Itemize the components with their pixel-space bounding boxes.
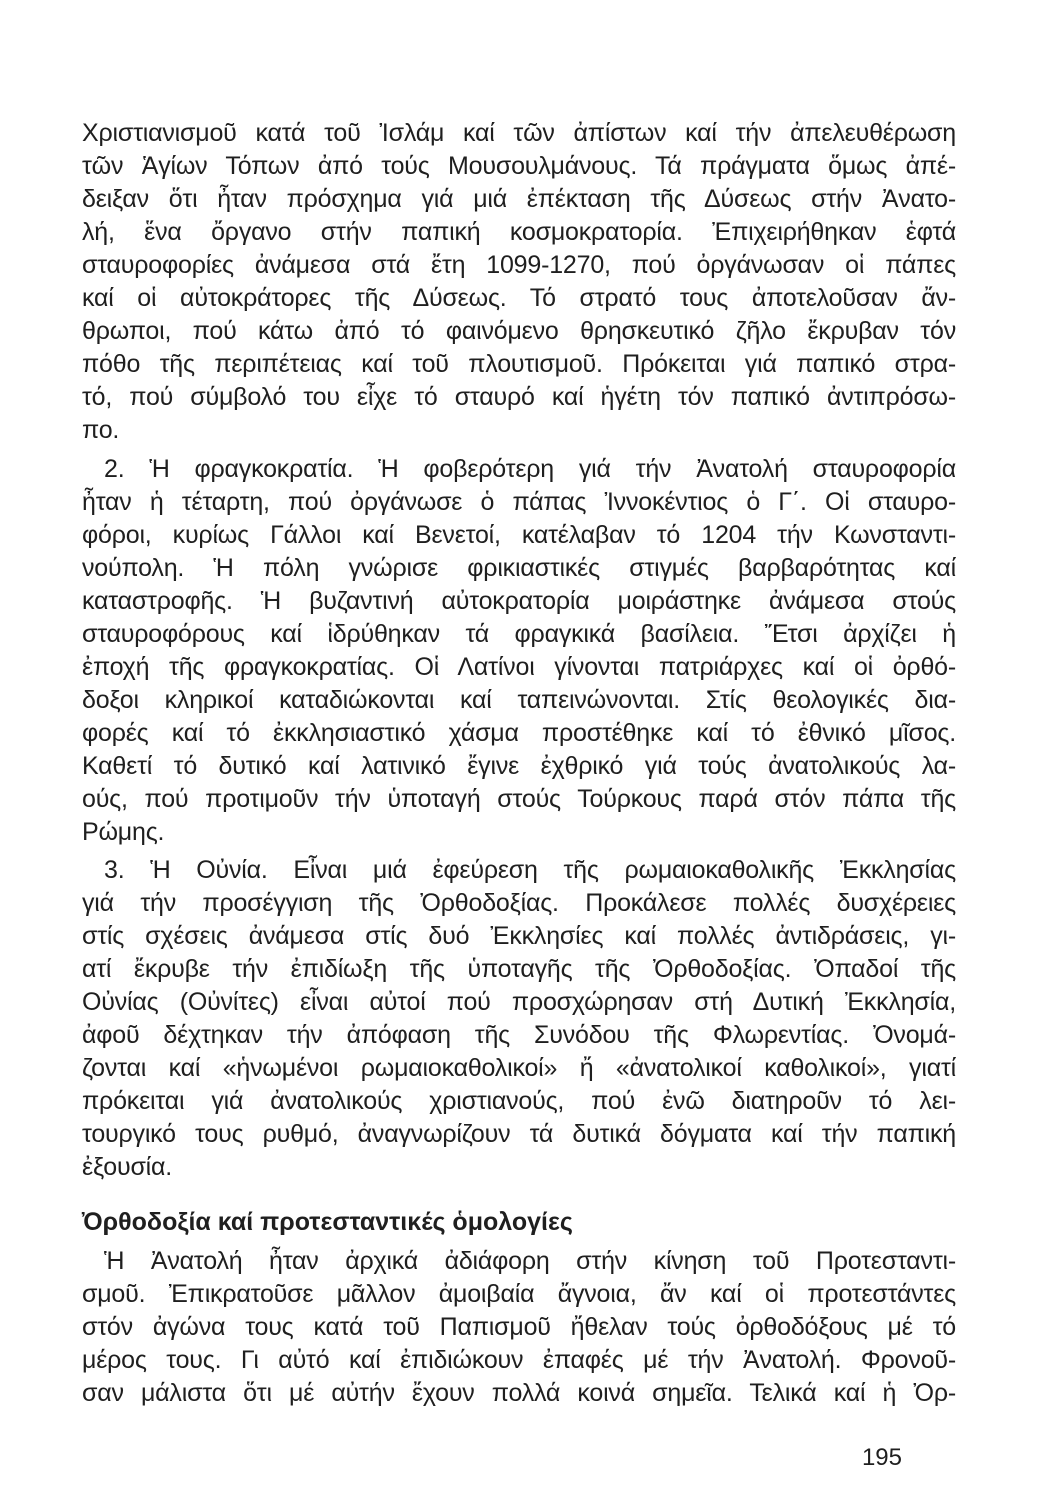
text-line: Οὐνίας (Οὐνίτες) εἶναι αὐτοί πού προσχώρησαν στή Δυτική Ἐκκλησία, [82, 988, 956, 1016]
text-line: δοξοι κληρικοί καταδιώκονται καί ταπεινώνονται. Στίς θεολογικές δια- [82, 686, 956, 714]
text-line: 2. Ἡ φραγκοκρατία. Ἡ φοβερότερη γιά τήν Ἀνατολή σταυροφορία [104, 455, 956, 483]
text-line: σταυροφορίες ἀνάμεσα στά ἔτη 1099-1270, πού ὀργάνωσαν οἱ πάπες [82, 251, 956, 279]
text-line: φόροι, κυρίως Γάλλοι καί Βενετοί, κατέλαβαν τό 1204 τήν Κωνσταντι- [82, 521, 956, 549]
text-line: τουργικό τους ρυθμό, ἀναγνωρίζουν τά δυτικά δόγματα καί τήν παπική [82, 1120, 956, 1148]
text-line: σταυροφόρους καί ἱδρύθηκαν τά φραγκικά βασίλεια. Ἔτσι ἀρχίζει ἡ [82, 620, 956, 648]
text-line: νούπολη. Ἡ πόλη γνώρισε φρικιαστικές στιγμές βαρβαρότητας καί [82, 554, 956, 582]
text-line: πόθο τῆς περιπέτειας καί τοῦ πλουτισμοῦ. Πρόκειται γιά παπικό στρα- [82, 350, 956, 378]
text-line: φορές καί τό ἐκκλησιαστικό χάσμα προστέθηκε καί τό ἐθνικό μῖσος. [82, 719, 956, 747]
text-line: στίς σχέσεις ἀνάμεσα στίς δυό Ἐκκλησίες καί πολλές ἀντιδράσεις, γι- [82, 922, 956, 950]
text-line: πο. [82, 416, 120, 444]
text-line: σαν μάλιστα ὅτι μέ αὐτήν ἔχουν πολλά κοινά σημεῖα. Τελικά καί ἡ Ὀρ- [82, 1379, 956, 1407]
text-line: ζονται καί «ἡνωμένοι ρωμαιοκαθολικοί» ἤ «ἀνατολικοί καθολικοί», γιατί [82, 1054, 956, 1082]
text-line: Ρώμης. [82, 818, 165, 846]
text-line: ἀφοῦ δέχτηκαν τήν ἀπόφαση τῆς Συνόδου τῆς Φλωρεντίας. Ὀνομά- [82, 1021, 956, 1049]
text-line: καί οἱ αὐτοκράτορες τῆς Δύσεως. Τό στρατό τους ἀποτελοῦσαν ἄν- [82, 284, 956, 312]
text-line: λή, ἕνα ὄργανο στήν παπική κοσμοκρατορία. Ἐπιχειρήθηκαν ἑφτά [82, 218, 956, 246]
page-number: 195 [861, 1444, 902, 1471]
text-line: ατί ἔκρυβε τήν ἐπιδίωξη τῆς ὑποταγῆς τῆς Ὀρθοδοξίας. Ὀπαδοί τῆς [82, 955, 956, 983]
text-line: πρόκειται γιά ἀνατολικούς χριστιανούς, πού ἐνῶ διατηροῦν τό λει- [82, 1087, 956, 1115]
section-heading: Ὀρθοδοξία καί προτεσταντικές ὁμολογίες [82, 1208, 573, 1236]
text-line: σμοῦ. Ἐπικρατοῦσε μᾶλλον ἀμοιβαία ἄγνοια, ἄν καί οἱ προτεστάντες [82, 1280, 956, 1308]
text-line: τό, πού σύμβολό του εἶχε τό σταυρό καί ἡγέτη τόν παπικό ἀντιπρόσω- [82, 383, 956, 411]
text-line: δειξαν ὅτι ἦταν πρόσχημα γιά μιά ἐπέκταση τῆς Δύσεως στήν Ἀνατο- [82, 185, 956, 213]
text-line: στόν ἀγώνα τους κατά τοῦ Παπισμοῦ ἤθελαν τούς ὀρθοδόξους μέ τό [82, 1313, 956, 1341]
text-line: θρωποι, πού κάτω ἀπό τό φαινόμενο θρησκευτικό ζῆλο ἔκρυβαν τόν [82, 317, 956, 345]
text-line: ἐξουσία. [82, 1153, 173, 1181]
text-line: μέρος τους. Γι αὐτό καί ἐπιδιώκουν ἐπαφές μέ τήν Ἀνατολή. Φρονοῦ- [82, 1346, 956, 1374]
text-line: καταστροφῆς. Ἡ βυζαντινή αὐτοκρατορία μοιράστηκε ἀνάμεσα στούς [82, 587, 956, 615]
text-line: τῶν Ἁγίων Τόπων ἀπό τούς Μουσουλμάνους. Τά πράγματα ὅμως ἀπέ- [82, 152, 956, 180]
text-line: γιά τήν προσέγγιση τῆς Ὀρθοδοξίας. Προκάλεσε πολλές δυσχέρειες [82, 889, 956, 917]
text-line: Χριστιανισμοῦ κατά τοῦ Ἰσλάμ καί τῶν ἀπίστων καί τήν ἀπελευθέρωση [82, 119, 956, 147]
text-line: Καθετί τό δυτικό καί λατινικό ἔγινε ἐχθρικό γιά τούς ἀνατολικούς λα- [82, 752, 956, 780]
text-line: ἐποχή τῆς φραγκοκρατίας. Οἱ Λατίνοι γίνονται πατριάρχες καί οἱ ὀρθό- [82, 653, 956, 681]
text-line: 3. Ἡ Οὐνία. Εἶναι μιά ἐφεύρεση τῆς ρωμαιοκαθολικῆς Ἐκκλησίας [104, 856, 956, 884]
text-line: Ἡ Ἀνατολή ἦταν ἀρχικά ἀδιάφορη στήν κίνηση τοῦ Προτεσταντι- [104, 1247, 956, 1275]
text-line: ούς, πού προτιμοῦν τήν ὑποταγή στούς Τούρκους παρά στόν πάπα τῆς [82, 785, 956, 813]
text-line: ἦταν ἡ τέταρτη, πού ὀργάνωσε ὁ πάπας Ἰννοκέντιος ὁ Γ΄. Οἱ σταυρο- [82, 488, 956, 516]
